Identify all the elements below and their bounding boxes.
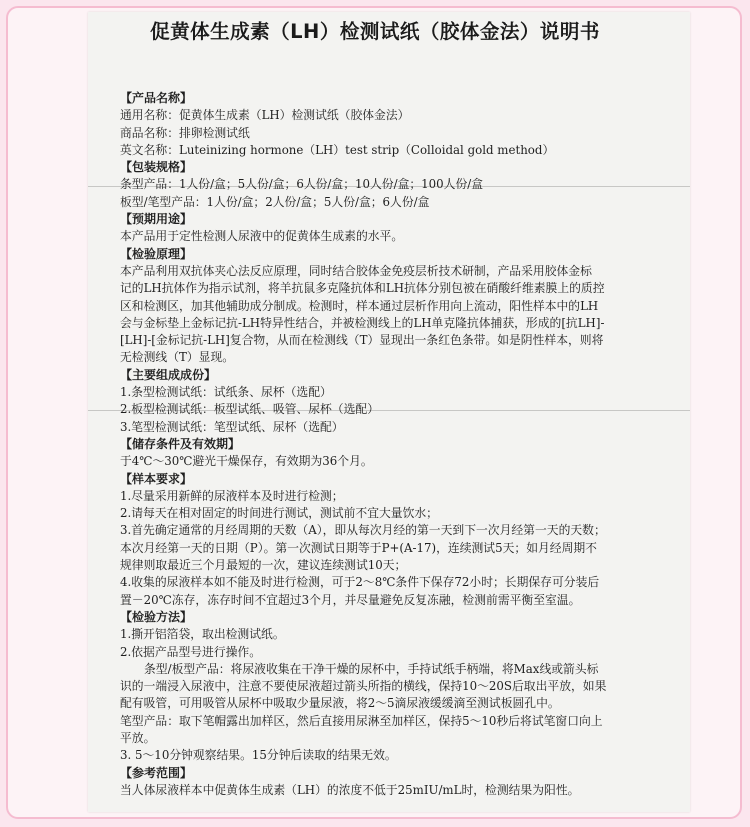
body-text-line: 本产品用于定性检测人尿液中的促黄体生成素的水平。 — [120, 229, 404, 244]
body-text-line: 识的一端浸入尿液中，注意不要使尿液超过箭头所指的横线，保持10～20S后取出平放，如果 — [120, 679, 607, 694]
section-heading: 【产品名称】 — [120, 91, 193, 105]
section-heading: 【参考范围】 — [120, 765, 193, 780]
body-text-line: 规律则取最近三个月最短的一次，建议连续测试10天； — [120, 558, 407, 573]
body-text-line: 1.条型检测试纸：试纸条、尿杯（选配） — [120, 385, 332, 400]
body-text-line: 于4℃～30℃避光干燥保存，有效期为36个月。 — [120, 454, 373, 469]
body-text-line: 笔型产品：取下笔帽露出加样区，然后直接用尿淋至加样区，保持5～10秒后将试笔窗口向上 — [120, 713, 603, 728]
body-text-line: 无检测线（T）显现。 — [120, 350, 235, 365]
body-text-line: 当人体尿液样本中促黄体生成素（LH）的浓度不低于25mIU/mL时，检测结果为阳性。 — [120, 782, 580, 797]
body-text-line: 2.板型检测试纸：板型试纸、吸管、尿杯（选配） — [120, 402, 379, 417]
section-heading: 【检验原理】 — [120, 246, 193, 261]
body-text-line: 2.请每天在相对固定的时间进行测试，测试前不宜大量饮水； — [120, 506, 438, 521]
body-text-line: 区和检测区，加其他辅助成分制成。检测时，样本通过层析作用向上流动，阳性样本中的LH — [120, 298, 599, 313]
body-text-line: 置－20℃冻存，冻存时间不宜超过3个月，并尽量避免反复冻融，检测前需平衡至室温。 — [120, 592, 581, 607]
body-text-line: 通用名称：促黄体生成素（LH）检测试纸（胶体金法） — [120, 108, 410, 123]
body-text-line: 商品名称：排卵检测试纸 — [120, 125, 250, 140]
body-text-line: 会与金标垫上金标记抗-LH特异性结合，并被检测线上的LH单克隆抗体捕获，形成的[抗LH]- — [120, 315, 605, 330]
section-heading: 【预期用途】 — [120, 212, 193, 227]
section-heading: 【样本要求】 — [120, 471, 193, 486]
body-text-line: 平放。 — [120, 730, 156, 745]
body-text-line: 记的LH抗体作为指示试剂，将羊抗鼠多克隆抗体和LH抗体分别包被在硝酸纤维素膜上的质控 — [120, 281, 605, 296]
document-body — [120, 90, 645, 799]
body-text-line: 4.收集的尿液样本如不能及时进行检测，可于2～8℃条件下保存72小时；长期保存可分装后 — [120, 575, 600, 590]
section-heading: 【主要组成成份】 — [120, 367, 217, 382]
section-heading: 【包装规格】 — [120, 160, 193, 175]
body-text-line: 本次月经第一天的日期（P）。第一次测试日期等于P+(A-17)，连续测试5天；如月经周期不 — [120, 540, 597, 555]
body-text-line: 配有吸管，可用吸管从尿杯中吸取少量尿液，将2～5滴尿液缓缓滴至测试板圆孔中。 — [120, 696, 560, 711]
body-text-line: 条型产品：1人份/盒；5人份/盒；6人份/盒；10人份/盒；100人份/盒 — [120, 177, 484, 192]
body-text-line: 3. 5～10分钟观察结果。15分钟后读取的结果无效。 — [120, 748, 397, 763]
body-text-line: 本产品利用双抗体夹心法反应原理，同时结合胶体金免疫层析技术研制，产品采用胶体金标 — [120, 263, 592, 278]
body-text-line: 3.笔型检测试纸：笔型试纸、尿杯（选配） — [120, 419, 344, 434]
section-heading: 【检验方法】 — [120, 609, 193, 624]
body-text-line: 条型/板型产品：将尿液收集在干净干燥的尿杯中，手持试纸手柄端，将Max线或箭头标 — [144, 661, 599, 676]
body-text-line: 1.撕开铝箔袋，取出检测试纸。 — [120, 627, 285, 642]
body-text-line: 英文名称：Luteinizing hormone（LH）test strip（Colloidal gold method） — [120, 142, 555, 157]
body-text-line: 1.尽量采用新鲜的尿液样本及时进行检测； — [120, 488, 344, 503]
section-heading: 【储存条件及有效期】 — [120, 436, 241, 451]
body-text-line: 2.依据产品型号进行操作。 — [120, 644, 262, 659]
body-text-line: 板型/笔型产品：1人份/盒；2人份/盒；5人份/盒；6人份/盒 — [120, 194, 430, 209]
document-title: 促黄体生成素（LH）检测试纸（胶体金法）说明书 — [150, 20, 600, 43]
body-text-line: 3.首先确定通常的月经周期的天数（A），即从每次月经的第一天到下一次月经第一天的天数； — [120, 523, 606, 538]
body-text-line: [LH]-[金标记抗-LH]复合物，从而在检测线（T）显现出一条红色条带。如是阴性样本，则将 — [120, 333, 604, 348]
